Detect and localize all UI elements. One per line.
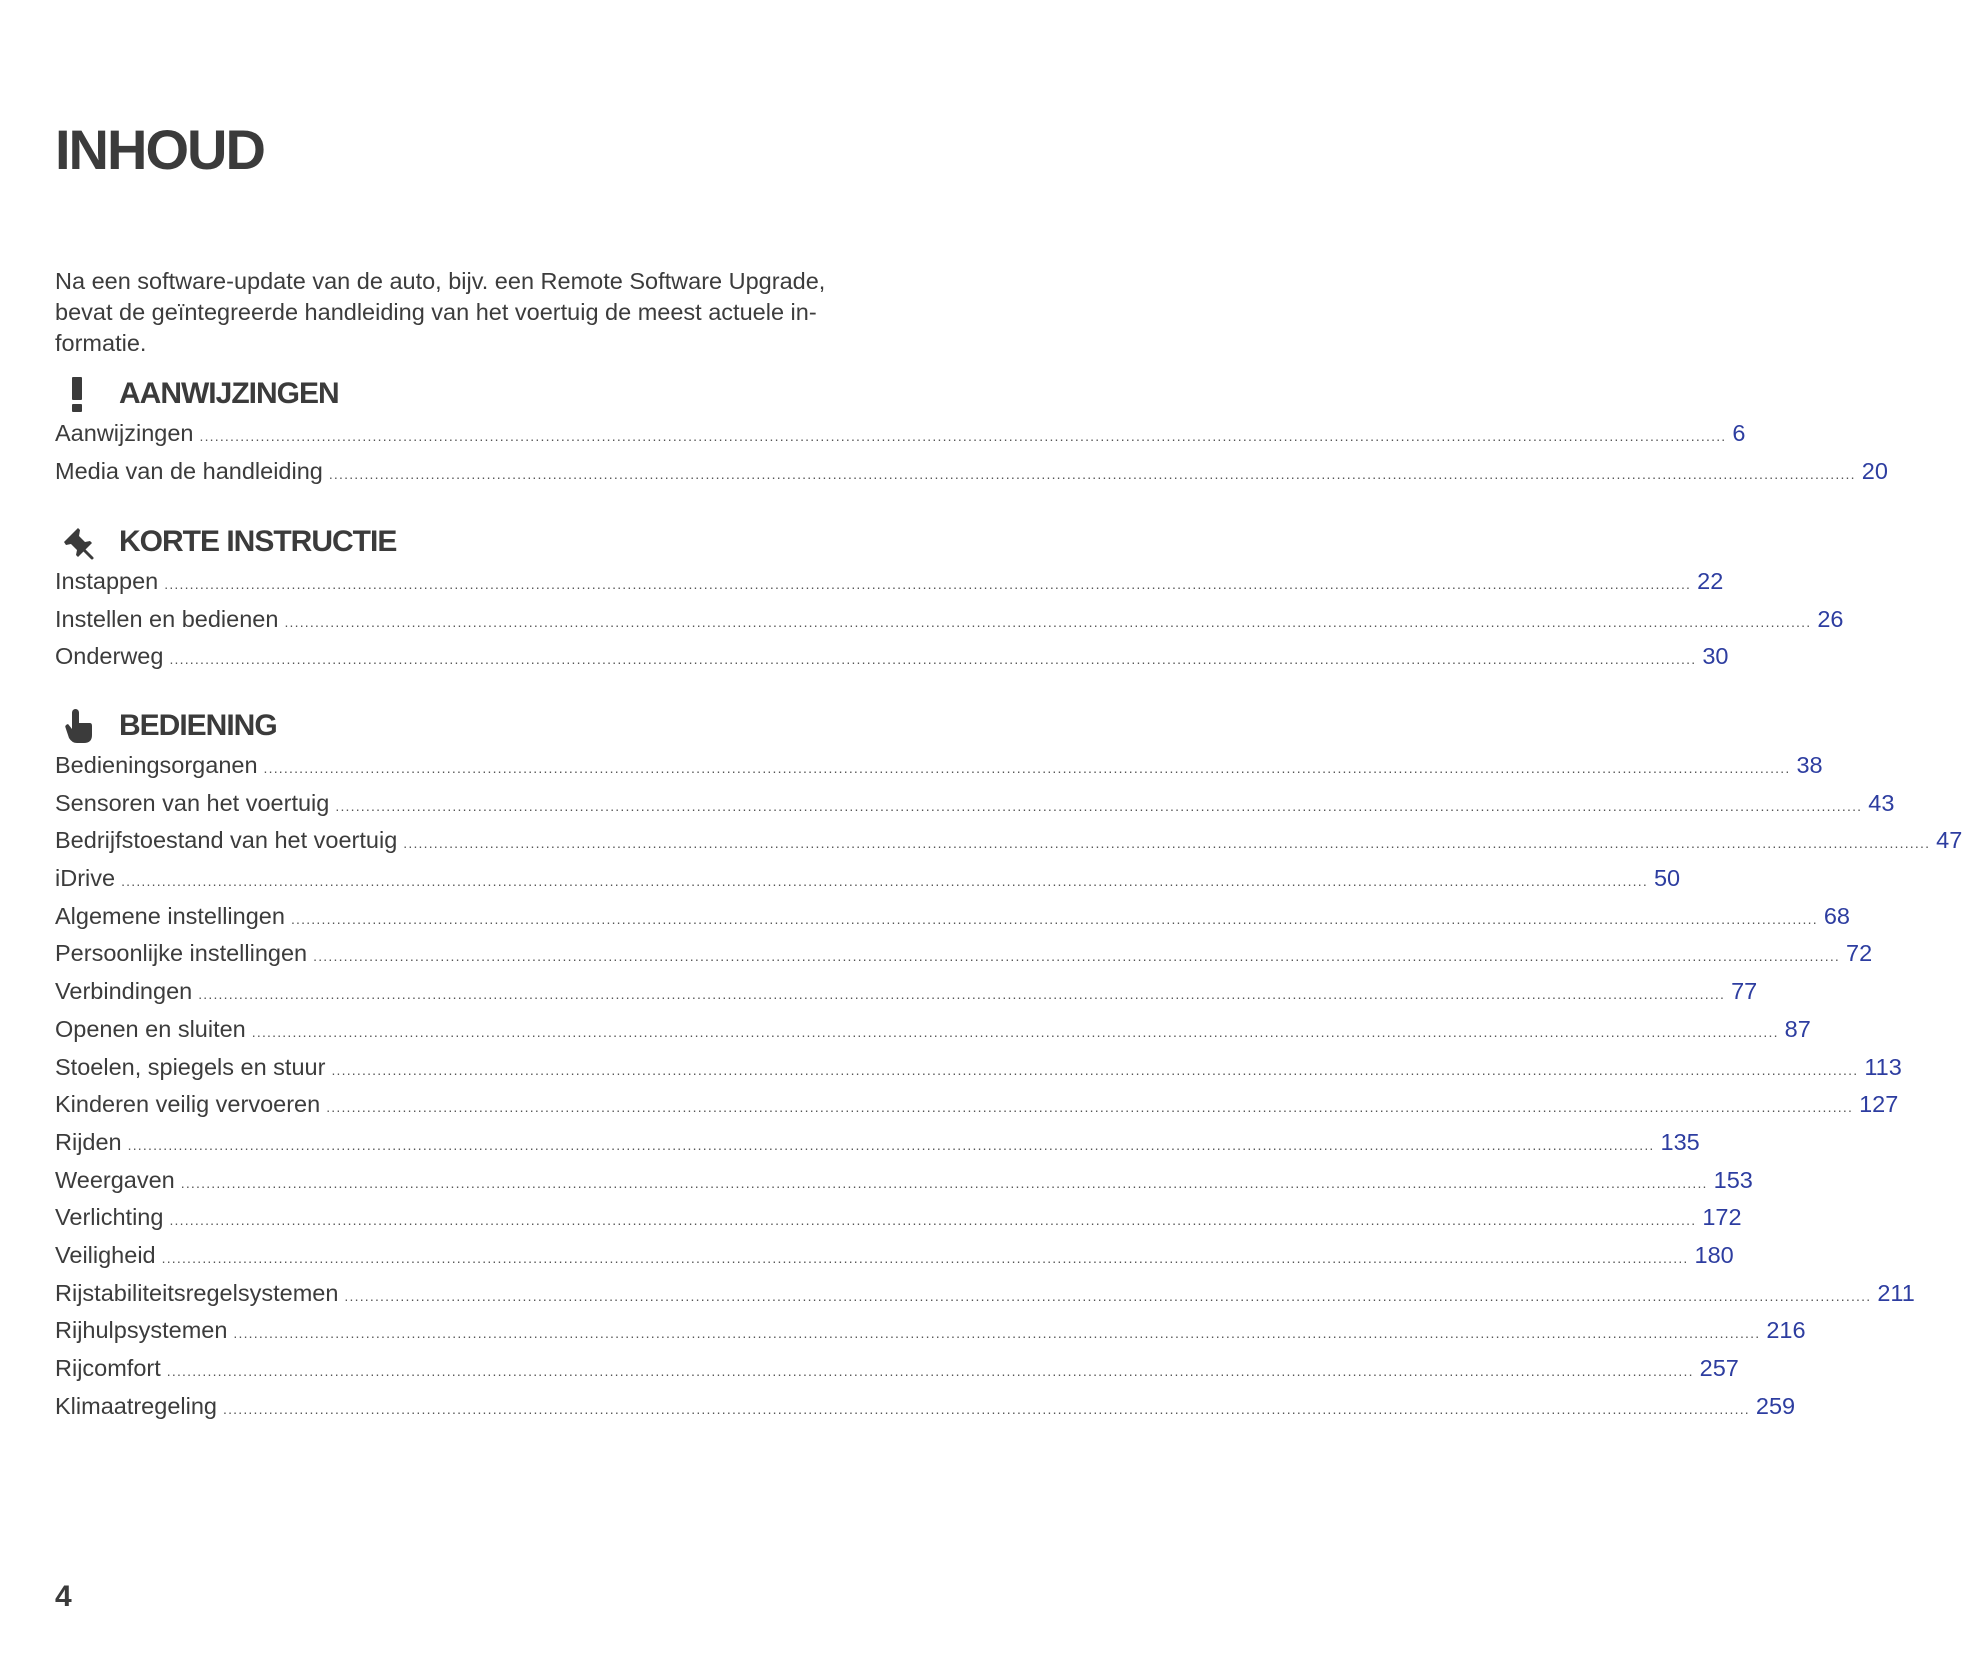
leader-dots: ............................................................................................................................................................................................................................................................................................................	[328, 465, 1856, 482]
toc-entry[interactable]	[55, 1355, 1739, 1393]
toc-label: Rijstabiliteitsregelsystemen	[55, 1279, 339, 1306]
toc-label: Persoonlijke instellingen	[55, 940, 308, 967]
toc-entry[interactable]	[55, 752, 1823, 790]
toc-page-link[interactable]: 6	[1732, 420, 1746, 446]
section-title: KORTE INSTRUCTIE	[119, 525, 397, 558]
toc-page-link[interactable]: 26	[1817, 605, 1844, 632]
toc-page-link[interactable]: 38	[1796, 752, 1823, 778]
toc-page-link[interactable]: 172	[1702, 1204, 1742, 1231]
toc-page-link[interactable]: 77	[1731, 978, 1758, 1005]
toc-page-link[interactable]: 87	[1784, 1015, 1811, 1042]
toc-label: Instellen en bedienen	[55, 605, 279, 632]
exclamation-icon	[55, 374, 99, 414]
section-korte-instructie	[55, 516, 1844, 681]
toc-label: Rijcomfort	[55, 1355, 161, 1381]
toc-page-link[interactable]: 72	[1846, 940, 1873, 967]
leader-dots: ............................................................................................................................................................................................................................................................................................................	[313, 948, 1841, 965]
toc-page-link[interactable]: 30	[1702, 643, 1729, 670]
toc-entry[interactable]	[55, 827, 1962, 865]
section-header	[55, 368, 853, 420]
leader-dots: ............................................................................................................................................................................................................................................................................................................	[344, 1287, 1872, 1304]
toc-page-link[interactable]: 257	[1699, 1355, 1739, 1381]
toc-page-link[interactable]: 135	[1660, 1128, 1700, 1155]
toc-page-link[interactable]: 50	[1653, 865, 1681, 892]
section-aanwijzingen	[55, 368, 1888, 495]
leader-dots: ............................................................................................................................................................................................................................................................................................................	[127, 1136, 1655, 1153]
page-title: INHOUD	[55, 118, 264, 181]
leader-dots: ............................................................................................................................................................................................................................................................................................................	[198, 986, 1726, 1003]
leader-dots: ............................................................................................................................................................................................................................................................................................................	[161, 1249, 1689, 1266]
toc-entry[interactable]	[55, 1166, 1753, 1205]
leader-dots: ............................................................................................................................................................................................................................................................................................................	[180, 1174, 1708, 1191]
intro-text: Na een software-update van de auto, bijv. een Remote Software Upgrade, bevat de geïntegreerde handleiding van het voertuig de meest actuele in-formatie.	[55, 268, 826, 356]
toc-label: Bedieningsorganen	[55, 752, 258, 778]
leader-dots: ............................................................................................................................................................................................................................................................................................................	[284, 613, 1812, 630]
toc-page-link[interactable]: 259	[1755, 1392, 1796, 1419]
toc-label: Openen en sluiten	[55, 1015, 246, 1042]
toc-label: Algemene instellingen	[55, 902, 285, 929]
leader-dots: ............................................................................................................................................................................................................................................................................................................	[164, 576, 1692, 592]
toc-label: Stoelen, spiegels en stuur	[55, 1053, 326, 1080]
toc-label: iDrive	[55, 865, 116, 892]
pin-icon	[55, 522, 99, 562]
toc-entry[interactable]	[55, 789, 1895, 828]
leader-dots: ............................................................................................................................................................................................................................................................................................................	[290, 910, 1818, 927]
toc-entry[interactable]	[55, 605, 1844, 644]
section-title: AANWIJZINGEN	[119, 377, 339, 410]
toc-entry[interactable]	[55, 865, 1681, 903]
toc-entry[interactable]	[55, 1279, 1915, 1318]
toc-label: Onderweg	[55, 643, 164, 670]
toc-entry[interactable]	[55, 457, 1888, 496]
pointing-hand-icon	[55, 706, 99, 746]
toc-label: Kinderen veilig vervoeren	[55, 1091, 321, 1118]
toc-list	[55, 752, 1962, 1430]
leader-dots: ............................................................................................................................................................................................................................................................................................................	[222, 1400, 1750, 1417]
toc-entry[interactable]	[55, 1317, 1806, 1355]
toc-label: Rijden	[55, 1128, 122, 1155]
toc-page-link[interactable]: 22	[1697, 568, 1724, 594]
toc-entry[interactable]	[55, 1204, 1742, 1242]
toc-label: Klimaatregeling	[55, 1392, 217, 1419]
leader-dots: ............................................................................................................................................................................................................................................................................................................	[121, 873, 1648, 890]
toc-label: Verlichting	[55, 1204, 164, 1231]
toc-entry[interactable]	[55, 1053, 1902, 1092]
section-bediening	[55, 700, 1962, 1430]
toc-page-link[interactable]: 47	[1936, 827, 1962, 854]
toc-entry[interactable]	[55, 902, 1850, 941]
toc-entry[interactable]	[55, 1128, 1700, 1167]
toc-page-link[interactable]: 211	[1877, 1279, 1915, 1306]
toc-entry[interactable]	[55, 643, 1729, 681]
toc-page-link[interactable]: 113	[1864, 1053, 1902, 1080]
toc-page-link[interactable]: 180	[1694, 1241, 1734, 1268]
section-header	[55, 700, 853, 752]
toc-list	[55, 568, 1844, 681]
toc-entry[interactable]	[55, 1392, 1796, 1431]
toc-label: Sensoren van het voertuig	[55, 789, 330, 816]
toc-label: Instappen	[55, 568, 159, 594]
toc-page-link[interactable]: 216	[1766, 1317, 1806, 1344]
leader-dots: ............................................................................................................................................................................................................................................................................................................	[403, 835, 1931, 852]
leader-dots: ............................................................................................................................................................................................................................................................................................................	[251, 1023, 1779, 1040]
leader-dots: ............................................................................................................................................................................................................................................................................................................	[169, 1212, 1697, 1229]
page-number: 4	[55, 1580, 72, 1613]
toc-label: Verbindingen	[55, 978, 193, 1005]
toc-page-link[interactable]: 43	[1868, 789, 1895, 816]
leader-dots: ............................................................................................................................................................................................................................................................................................................	[199, 428, 1727, 444]
leader-dots: ............................................................................................................................................................................................................................................................................................................	[331, 1061, 1859, 1078]
toc-page-link[interactable]: 68	[1823, 902, 1850, 929]
toc-label: Weergaven	[55, 1166, 175, 1193]
toc-entry[interactable]	[55, 978, 1758, 1016]
toc-entry[interactable]	[55, 568, 1724, 606]
toc-label: Rijhulpsystemen	[55, 1317, 228, 1344]
section-header	[55, 516, 853, 568]
toc-entry[interactable]	[55, 940, 1873, 978]
leader-dots: ............................................................................................................................................................................................................................................................................................................	[233, 1325, 1761, 1342]
toc-label: Media van de handleiding	[55, 457, 323, 484]
toc-page-link[interactable]: 20	[1861, 457, 1888, 484]
toc-page-link[interactable]: 153	[1713, 1166, 1753, 1193]
toc-entry[interactable]	[55, 1091, 1899, 1129]
toc-label: Veiligheid	[55, 1241, 156, 1268]
toc-label: Aanwijzingen	[55, 420, 194, 446]
toc-entry[interactable]	[55, 1015, 1811, 1054]
toc-label: Bedrijfstoestand van het voertuig	[55, 827, 398, 854]
toc-entry[interactable]	[55, 1241, 1734, 1280]
leader-dots: ............................................................................................................................................................................................................................................................................................................	[166, 1363, 1694, 1379]
toc-list	[55, 420, 1888, 495]
toc-page-link[interactable]: 127	[1859, 1091, 1899, 1118]
leader-dots: ............................................................................................................................................................................................................................................................................................................	[263, 760, 1791, 776]
toc-entry[interactable]	[55, 420, 1746, 458]
leader-dots: ............................................................................................................................................................................................................................................................................................................	[169, 651, 1697, 668]
leader-dots: ............................................................................................................................................................................................................................................................................................................	[335, 797, 1863, 814]
section-title: BEDIENING	[119, 709, 277, 742]
leader-dots: ............................................................................................................................................................................................................................................................................................................	[326, 1099, 1854, 1116]
